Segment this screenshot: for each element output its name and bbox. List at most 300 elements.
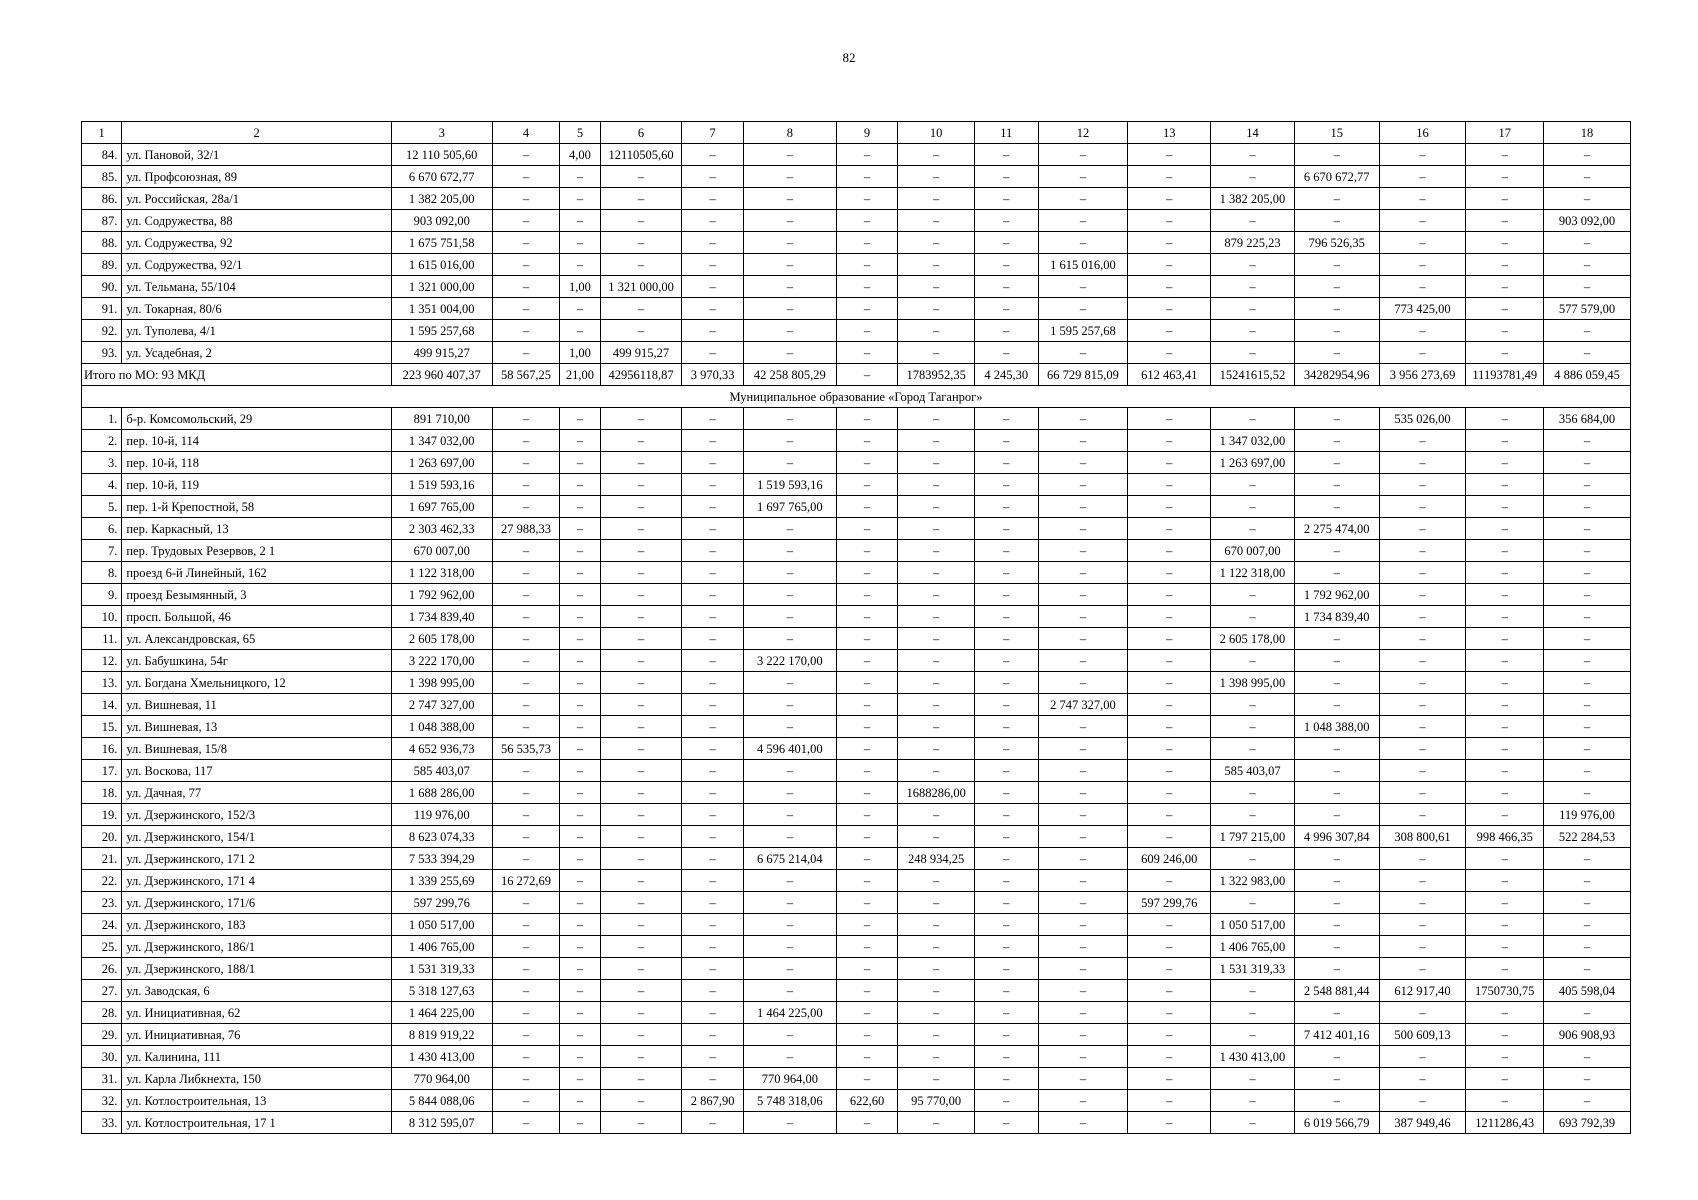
table-cell: – <box>1544 1002 1631 1024</box>
table-cell: – <box>1294 936 1379 958</box>
table-cell: – <box>682 342 744 364</box>
table-cell: – <box>743 958 836 980</box>
table-cell: – <box>492 232 560 254</box>
table-cell: – <box>1466 210 1544 232</box>
table-cell: 15241615,52 <box>1211 364 1295 386</box>
table-cell: ул. Богдана Хмельницкого, 12 <box>122 672 391 694</box>
table-cell: 223 960 407,37 <box>391 364 492 386</box>
table-cell: 4 886 059,45 <box>1544 364 1631 386</box>
table-cell: – <box>600 1046 682 1068</box>
table-cell: – <box>1466 474 1544 496</box>
table-cell: – <box>1128 694 1211 716</box>
table-row <box>82 144 1631 166</box>
table-cell: – <box>898 694 975 716</box>
table-cell: – <box>1294 474 1379 496</box>
table-cell: 21,00 <box>560 364 600 386</box>
table-row <box>82 980 1631 1002</box>
table-cell: – <box>1128 342 1211 364</box>
total-row <box>82 364 1631 386</box>
table-cell: – <box>898 826 975 848</box>
table-cell: – <box>560 980 600 1002</box>
table-cell: 119 976,00 <box>391 804 492 826</box>
table-cell: – <box>1466 870 1544 892</box>
table-cell: – <box>560 804 600 826</box>
table-cell: – <box>560 1024 600 1046</box>
table-cell: – <box>1128 914 1211 936</box>
table-cell: 15 <box>1294 122 1379 144</box>
table-cell: пер. 10-й, 119 <box>122 474 391 496</box>
table-cell: – <box>975 562 1039 584</box>
table-cell: – <box>1466 452 1544 474</box>
table-cell: 119 976,00 <box>1544 804 1631 826</box>
table-cell: – <box>1038 738 1128 760</box>
table-cell: – <box>1544 254 1631 276</box>
table-cell: – <box>836 496 898 518</box>
table-row <box>82 870 1631 892</box>
table-cell: – <box>560 584 600 606</box>
table-cell: – <box>1379 892 1466 914</box>
table-cell: – <box>1466 1024 1544 1046</box>
table-cell: – <box>1211 408 1295 430</box>
table-cell: – <box>682 672 744 694</box>
table-cell: – <box>1038 210 1128 232</box>
table-cell: 597 299,76 <box>1128 892 1211 914</box>
table-cell: – <box>743 804 836 826</box>
table-row <box>82 716 1631 738</box>
table-cell: – <box>1211 518 1295 540</box>
table-cell: – <box>1128 232 1211 254</box>
table-cell: – <box>1466 1002 1544 1024</box>
table-cell: – <box>1379 716 1466 738</box>
table-cell: – <box>1128 188 1211 210</box>
table-cell: – <box>560 936 600 958</box>
table-cell: – <box>836 848 898 870</box>
table-cell: 4 652 936,73 <box>391 738 492 760</box>
table-cell: – <box>743 298 836 320</box>
table-row <box>82 496 1631 518</box>
table-cell: – <box>1544 694 1631 716</box>
table-cell: – <box>743 320 836 342</box>
table-cell: – <box>1466 254 1544 276</box>
table-cell: 622,60 <box>836 1090 898 1112</box>
table-cell: 879 225,23 <box>1211 232 1295 254</box>
table-cell: 12110505,60 <box>600 144 682 166</box>
table-cell: – <box>836 1024 898 1046</box>
table-cell: 93. <box>82 342 122 364</box>
table-row <box>82 804 1631 826</box>
table-cell: – <box>492 408 560 430</box>
table-cell: 26. <box>82 958 122 980</box>
table-cell: – <box>600 254 682 276</box>
table-cell: 18 <box>1544 122 1631 144</box>
table-cell: 1 263 697,00 <box>391 452 492 474</box>
table-cell: 1 263 697,00 <box>1211 452 1295 474</box>
table-cell: – <box>975 232 1039 254</box>
table-cell: 1783952,35 <box>898 364 975 386</box>
table-cell: – <box>682 1068 744 1090</box>
table-cell: – <box>600 738 682 760</box>
table-cell: – <box>560 892 600 914</box>
table-cell: – <box>492 1090 560 1112</box>
table-row <box>82 210 1631 232</box>
table-cell: – <box>836 1002 898 1024</box>
table-cell: – <box>1038 298 1128 320</box>
table-cell: – <box>975 826 1039 848</box>
table-cell: – <box>600 892 682 914</box>
table-cell: – <box>600 584 682 606</box>
table-cell: – <box>1038 232 1128 254</box>
table-cell: ул. Дзержинского, 186/1 <box>122 936 391 958</box>
table-cell: – <box>682 606 744 628</box>
table-cell: – <box>836 936 898 958</box>
table-cell: – <box>743 1024 836 1046</box>
table-cell: – <box>1211 584 1295 606</box>
table-cell: 1 675 751,58 <box>391 232 492 254</box>
table-cell: – <box>898 606 975 628</box>
section-title-row <box>82 386 1631 408</box>
table-cell: – <box>1466 408 1544 430</box>
table-cell: – <box>1294 342 1379 364</box>
table-cell: – <box>682 628 744 650</box>
table-cell: 1 122 318,00 <box>391 562 492 584</box>
table-cell: – <box>560 848 600 870</box>
table-cell: – <box>1211 848 1295 870</box>
table-cell: – <box>492 980 560 1002</box>
table-cell: – <box>1544 276 1631 298</box>
table-cell: – <box>898 540 975 562</box>
table-cell: – <box>1294 408 1379 430</box>
table-cell: – <box>1211 144 1295 166</box>
table-cell: – <box>975 606 1039 628</box>
table-cell: – <box>600 694 682 716</box>
table-cell: 2 <box>122 122 391 144</box>
table-cell: – <box>1294 1068 1379 1090</box>
table-row <box>82 320 1631 342</box>
table-cell: 1 339 255,69 <box>391 870 492 892</box>
table-cell: – <box>1128 254 1211 276</box>
table-cell: – <box>836 518 898 540</box>
table-cell: 58 567,25 <box>492 364 560 386</box>
table-cell: – <box>492 210 560 232</box>
table-cell: – <box>600 628 682 650</box>
table-cell: – <box>1466 518 1544 540</box>
table-cell: ул. Дзержинского, 154/1 <box>122 826 391 848</box>
table-row <box>82 452 1631 474</box>
table-cell: – <box>1038 166 1128 188</box>
table-cell: – <box>1128 804 1211 826</box>
table-cell: – <box>898 1024 975 1046</box>
table-cell: – <box>1379 1090 1466 1112</box>
table-cell: – <box>1379 936 1466 958</box>
table-cell: 28. <box>82 1002 122 1024</box>
table-cell: – <box>1544 518 1631 540</box>
table-cell: – <box>1128 276 1211 298</box>
table-cell: – <box>600 936 682 958</box>
table-row <box>82 760 1631 782</box>
table-cell: – <box>836 342 898 364</box>
table-cell: – <box>600 826 682 848</box>
table-cell: 1 048 388,00 <box>391 716 492 738</box>
table-cell: – <box>600 166 682 188</box>
table-cell: – <box>492 892 560 914</box>
table-cell: – <box>1544 628 1631 650</box>
table-cell: – <box>1466 1090 1544 1112</box>
table-cell: – <box>600 782 682 804</box>
table-cell: – <box>836 782 898 804</box>
table-cell: 33. <box>82 1112 122 1134</box>
table-cell: – <box>1294 144 1379 166</box>
table-cell: – <box>1466 496 1544 518</box>
table-cell: – <box>1038 1068 1128 1090</box>
table-cell: – <box>1466 694 1544 716</box>
table-cell: – <box>1544 144 1631 166</box>
table-cell: – <box>898 760 975 782</box>
table-cell: 1 792 962,00 <box>391 584 492 606</box>
table-cell: 12 <box>1038 122 1128 144</box>
table-cell: – <box>560 650 600 672</box>
table-cell: – <box>1038 782 1128 804</box>
table-cell: 42 258 805,29 <box>743 364 836 386</box>
table-cell: – <box>682 408 744 430</box>
table-cell: – <box>560 452 600 474</box>
table-cell: – <box>682 650 744 672</box>
table-cell: – <box>560 958 600 980</box>
table-cell: 66 729 815,09 <box>1038 364 1128 386</box>
table-cell: – <box>1379 320 1466 342</box>
table-cell: ул. Дзержинского, 171 2 <box>122 848 391 870</box>
table-cell: – <box>1038 276 1128 298</box>
table-cell: 9 <box>836 122 898 144</box>
table-cell: – <box>1211 694 1295 716</box>
table-cell: – <box>1038 408 1128 430</box>
table-cell: – <box>1466 958 1544 980</box>
table-cell: – <box>1544 958 1631 980</box>
table-cell: – <box>560 430 600 452</box>
table-cell: – <box>1379 584 1466 606</box>
table-cell: – <box>1379 870 1466 892</box>
table-cell: – <box>836 958 898 980</box>
table-cell: – <box>836 540 898 562</box>
table-cell: – <box>492 716 560 738</box>
table-cell: – <box>492 1024 560 1046</box>
table-cell: – <box>1379 848 1466 870</box>
table-cell: – <box>1379 518 1466 540</box>
table-cell: – <box>1544 760 1631 782</box>
table-cell: – <box>600 804 682 826</box>
table-cell: ул. Тельмана, 55/104 <box>122 276 391 298</box>
table-cell: – <box>492 650 560 672</box>
table-cell: – <box>1294 892 1379 914</box>
table-row <box>82 848 1631 870</box>
table-cell: – <box>492 276 560 298</box>
table-cell: – <box>743 936 836 958</box>
table-cell: – <box>682 210 744 232</box>
table-cell: Итого по МО: 93 МКД <box>82 364 392 386</box>
table-cell: – <box>743 430 836 452</box>
table-cell: 30. <box>82 1046 122 1068</box>
table-cell: – <box>560 738 600 760</box>
table-cell: – <box>1466 430 1544 452</box>
table-cell: ул. Профсоюзная, 89 <box>122 166 391 188</box>
table-cell: ул. Карла Либкнехта, 150 <box>122 1068 391 1090</box>
table-cell: – <box>898 452 975 474</box>
table-cell: – <box>836 452 898 474</box>
table-cell: – <box>1128 650 1211 672</box>
table-cell: 1 430 413,00 <box>1211 1046 1295 1068</box>
table-cell: – <box>836 166 898 188</box>
table-row <box>82 628 1631 650</box>
table-row <box>82 826 1631 848</box>
table-cell: – <box>1466 760 1544 782</box>
table-cell: – <box>836 980 898 1002</box>
table-cell: 16. <box>82 738 122 760</box>
table-cell: – <box>743 694 836 716</box>
table-cell: – <box>1544 342 1631 364</box>
table-cell: – <box>975 276 1039 298</box>
table-cell: – <box>975 650 1039 672</box>
table-cell: – <box>975 298 1039 320</box>
table-cell: 6 670 672,77 <box>391 166 492 188</box>
table-cell: – <box>560 1090 600 1112</box>
table-cell: – <box>1379 672 1466 694</box>
table-cell: – <box>743 892 836 914</box>
table-cell: 1 792 962,00 <box>1294 584 1379 606</box>
table-cell: – <box>898 958 975 980</box>
table-cell: – <box>682 1112 744 1134</box>
table-cell: – <box>1544 738 1631 760</box>
table-cell: 4 996 307,84 <box>1294 826 1379 848</box>
table-cell: 20. <box>82 826 122 848</box>
table-cell: 1 615 016,00 <box>1038 254 1128 276</box>
table-cell: – <box>836 738 898 760</box>
table-cell: – <box>682 232 744 254</box>
table-cell: – <box>1466 232 1544 254</box>
table-cell: – <box>1038 826 1128 848</box>
table-cell: – <box>560 188 600 210</box>
table-cell: – <box>743 672 836 694</box>
table-cell: – <box>743 716 836 738</box>
table-cell: 4 245,30 <box>975 364 1039 386</box>
table-cell: – <box>1211 1002 1295 1024</box>
table-cell: пер. Каркасный, 13 <box>122 518 391 540</box>
table-cell: 903 092,00 <box>391 210 492 232</box>
table-cell: – <box>1379 474 1466 496</box>
table-cell: 5 748 318,06 <box>743 1090 836 1112</box>
table-cell: – <box>1544 166 1631 188</box>
table-cell: Муниципальное образование «Город Таганрог» <box>82 386 1631 408</box>
table-cell: – <box>492 254 560 276</box>
table-row <box>82 342 1631 364</box>
table-cell: – <box>560 1068 600 1090</box>
table-cell: – <box>492 914 560 936</box>
table-cell: – <box>682 584 744 606</box>
table-cell: – <box>743 562 836 584</box>
table-cell: – <box>1038 474 1128 496</box>
table-cell: – <box>682 936 744 958</box>
table-cell: – <box>898 628 975 650</box>
table-cell: – <box>492 540 560 562</box>
table-cell: – <box>1544 650 1631 672</box>
table-cell: 3 970,33 <box>682 364 744 386</box>
table-cell: – <box>898 320 975 342</box>
table-cell: – <box>743 1046 836 1068</box>
table-cell: – <box>975 760 1039 782</box>
table-cell: – <box>560 320 600 342</box>
table-cell: – <box>1544 1068 1631 1090</box>
table-cell: ул. Дзержинского, 188/1 <box>122 958 391 980</box>
table-cell: – <box>1379 166 1466 188</box>
table-cell: 1 351 004,00 <box>391 298 492 320</box>
table-cell: 4 <box>492 122 560 144</box>
table-cell: 5 844 088,06 <box>391 1090 492 1112</box>
table-cell: – <box>1379 276 1466 298</box>
table-cell: – <box>1294 760 1379 782</box>
table-cell: ул. Дзержинского, 152/3 <box>122 804 391 826</box>
table-cell: – <box>1379 342 1466 364</box>
table-cell: 1,00 <box>560 342 600 364</box>
table-cell: 19. <box>82 804 122 826</box>
table-cell: – <box>1544 1090 1631 1112</box>
table-cell: ул. Заводская, 6 <box>122 980 391 1002</box>
table-cell: – <box>1211 738 1295 760</box>
table-cell: – <box>682 1024 744 1046</box>
table-cell: – <box>682 320 744 342</box>
table-cell: – <box>898 210 975 232</box>
table-cell: – <box>975 584 1039 606</box>
table-cell: 522 284,53 <box>1544 826 1631 848</box>
table-cell: – <box>1379 1002 1466 1024</box>
table-cell: – <box>975 804 1039 826</box>
table-row <box>82 518 1631 540</box>
table-cell: 12 110 505,60 <box>391 144 492 166</box>
table-cell: – <box>492 430 560 452</box>
table-cell: – <box>1038 1002 1128 1024</box>
table-cell: – <box>1466 320 1544 342</box>
table-cell: ул. Котлостроительная, 13 <box>122 1090 391 1112</box>
table-cell: 22. <box>82 870 122 892</box>
table-row <box>82 914 1631 936</box>
table-row <box>82 1024 1631 1046</box>
table-cell: 42956118,87 <box>600 364 682 386</box>
table-cell: – <box>1211 298 1295 320</box>
table-cell: – <box>492 584 560 606</box>
table-cell: 1 321 000,00 <box>600 276 682 298</box>
table-cell: – <box>600 1112 682 1134</box>
table-cell: – <box>975 738 1039 760</box>
table-cell: – <box>492 320 560 342</box>
table-cell: – <box>682 518 744 540</box>
table-cell: – <box>600 474 682 496</box>
table-cell: – <box>1294 540 1379 562</box>
table-cell: 1 797 215,00 <box>1211 826 1295 848</box>
table-cell: – <box>600 672 682 694</box>
table-cell: – <box>682 716 744 738</box>
table-cell: – <box>836 232 898 254</box>
table-cell: 14 <box>1211 122 1295 144</box>
table-cell: – <box>682 804 744 826</box>
table-cell: – <box>743 210 836 232</box>
table-row <box>82 892 1631 914</box>
table-cell: – <box>682 1046 744 1068</box>
table-cell: – <box>1038 496 1128 518</box>
table-cell: – <box>1128 1046 1211 1068</box>
table-cell: – <box>975 892 1039 914</box>
table-cell: 1 406 765,00 <box>391 936 492 958</box>
table-cell: – <box>898 716 975 738</box>
table-cell: ул. Вишневая, 13 <box>122 716 391 738</box>
table-cell: – <box>743 188 836 210</box>
table-row <box>82 408 1631 430</box>
